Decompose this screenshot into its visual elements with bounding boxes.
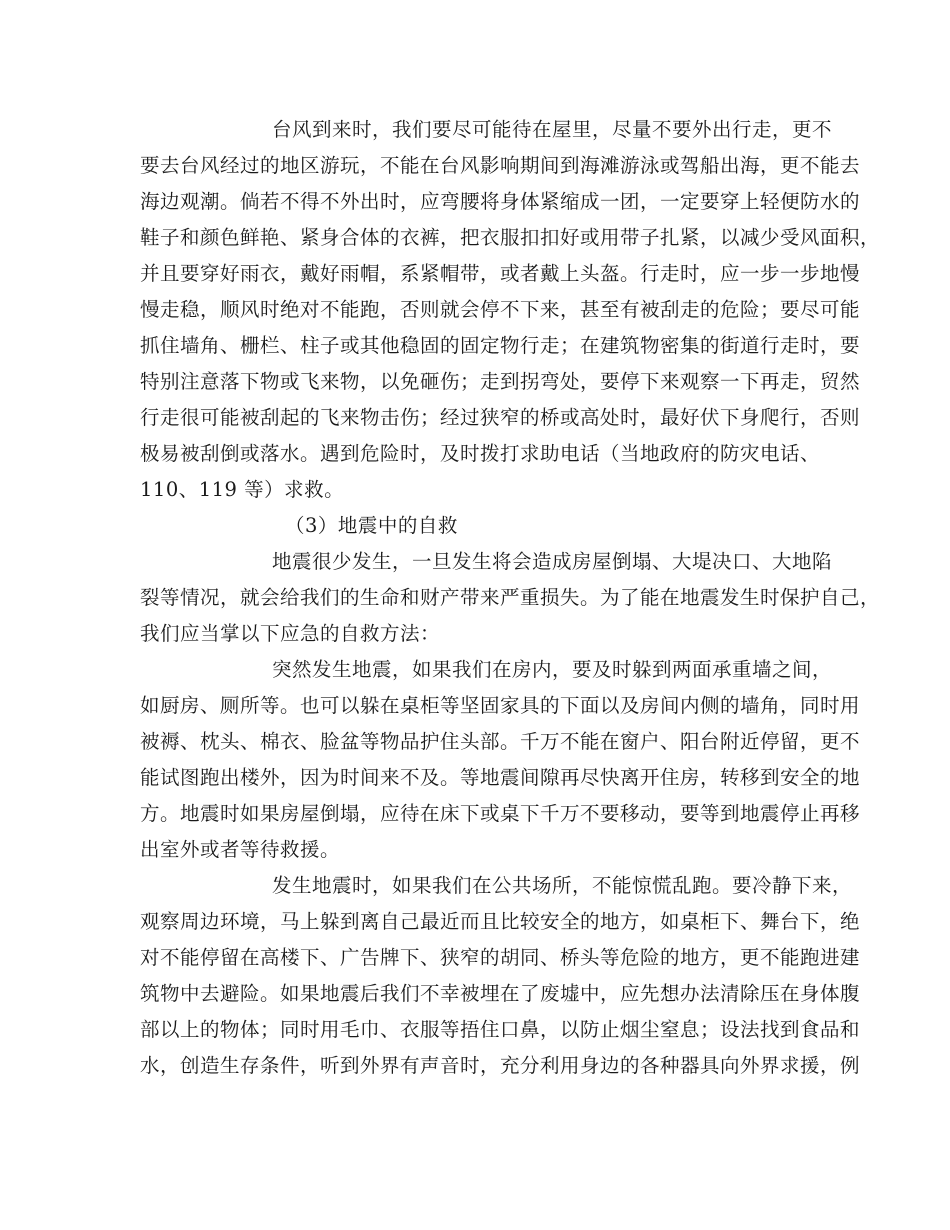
paragraph-line: 台风到来时，我们要尽可能待在屋里，尽量不要外出行走，更不 <box>272 118 833 141</box>
paragraph-line: 发生地震时，如果我们在公共场所，不能惊慌乱跑。要冷静下来， <box>272 874 853 897</box>
paragraph-line: 部以上的物体；同时用毛巾、衣服等捂住口鼻，以防止烟尘窒息；设法找到食品和 <box>140 1018 861 1041</box>
paragraph-line: 观察周边环境，马上躲到离自己最近而且比较安全的地方，如桌柜下、舞台下，绝 <box>140 910 861 933</box>
paragraph-line: 地震很少发生，一旦发生将会造成房屋倒塌、大堤决口、大地陷 <box>272 550 833 573</box>
paragraph-line: 抓住墙角、栅栏、柱子或其他稳固的固定物行走；在建筑物密集的街道行走时，要 <box>140 334 861 357</box>
paragraph-line: 裂等情况，就会给我们的生命和财产带来严重损失。为了能在地震发生时保护自己， <box>140 586 881 609</box>
paragraph-line: 110、119 等）求救。 <box>140 478 345 501</box>
paragraph-line: 海边观潮。倘若不得不外出时，应弯腰将身体紧缩成一团，一定要穿上轻便防水的 <box>140 190 861 213</box>
paragraph-line: 并且要穿好雨衣，戴好雨帽，系紧帽带，或者戴上头盔。行走时，应一步一步地慢 <box>140 262 861 285</box>
paragraph-line: 突然发生地震，如果我们在房内，要及时躲到两面承重墙之间， <box>272 658 833 681</box>
paragraph-line: 筑物中去避险。如果地震后我们不幸被埋在了废墟中，应先想办法清除压在身体腹 <box>140 982 861 1005</box>
paragraph-line: 对不能停留在高楼下、广告牌下、狭窄的胡同、桥头等危险的地方，更不能跑进建 <box>140 946 861 969</box>
paragraph-line: 方。地震时如果房屋倒塌，应待在床下或桌下千万不要移动，要等到地震停止再移 <box>140 802 861 825</box>
paragraph-line: 慢走稳，顺风时绝对不能跑，否则就会停不下来，甚至有被刮走的危险；要尽可能 <box>140 298 861 321</box>
section-heading: （3）地震中的自救 <box>285 514 458 537</box>
paragraph-line: 鞋子和颜色鲜艳、紧身合体的衣裤，把衣服扣扣好或用带子扎紧，以减少受风面积， <box>140 226 881 249</box>
paragraph-line: 极易被刮倒或落水。遇到危险时，及时拨打求助电话（当地政府的防灾电话、 <box>140 442 821 465</box>
paragraph-line: 如厨房、厕所等。也可以躲在桌柜等坚固家具的下面以及房间内侧的墙角，同时用 <box>140 694 861 717</box>
paragraph-line: 被褥、枕头、棉衣、脸盆等物品护住头部。千万不能在窗户、阳台附近停留，更不 <box>140 730 861 753</box>
paragraph-line: 要去台风经过的地区游玩，不能在台风影响期间到海滩游泳或驾船出海，更不能去 <box>140 154 861 177</box>
paragraph-line: 能试图跑出楼外，因为时间来不及。等地震间隙再尽快离开住房，转移到安全的地 <box>140 766 861 789</box>
paragraph-line: 我们应当掌以下应急的自救方法： <box>140 622 441 645</box>
paragraph-line: 特别注意落下物或飞来物，以免砸伤；走到拐弯处，要停下来观察一下再走，贸然 <box>140 370 861 393</box>
paragraph-line: 行走很可能被刮起的飞来物击伤；经过狭窄的桥或高处时，最好伏下身爬行，否则 <box>140 406 861 429</box>
paragraph-line: 水，创造生存条件，听到外界有声音时，充分利用身边的各种器具向外界求援，例 <box>140 1054 861 1077</box>
paragraph-line: 出室外或者等待救援。 <box>140 838 341 861</box>
